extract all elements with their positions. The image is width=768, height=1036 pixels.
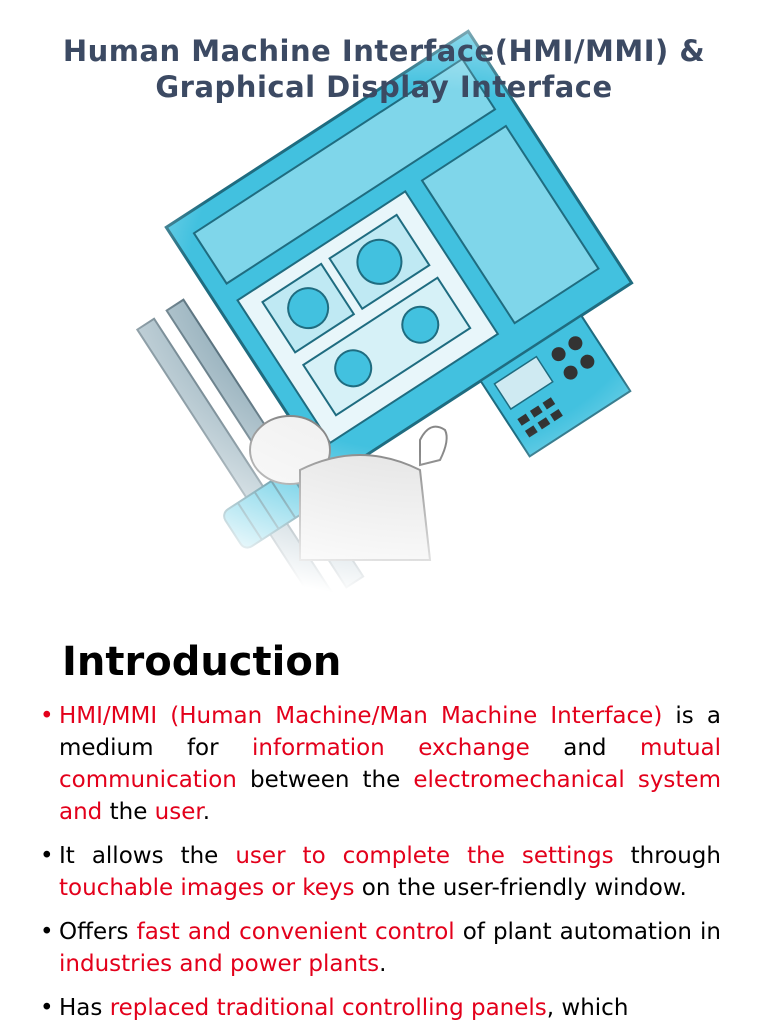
highlight-text: touchable images or keys	[59, 875, 355, 901]
body-text: on the user-friendly window.	[354, 875, 687, 901]
bullet-item	[40, 916, 721, 980]
body-text: It allows the	[59, 843, 236, 869]
highlight-text: mutual communication	[59, 735, 721, 793]
section-heading: Introduction	[62, 639, 342, 685]
highlight-text: fast and convenient control	[136, 919, 455, 945]
body-text: of plant automation in	[454, 919, 721, 945]
highlight-text: industries and power plants	[59, 951, 380, 977]
body-text: between the	[236, 767, 414, 793]
bullet-text	[59, 843, 721, 901]
bullet-text	[59, 919, 721, 977]
body-text: is a medium for	[59, 703, 721, 761]
body-text: through	[613, 843, 721, 869]
bullet-dot: •	[40, 703, 54, 729]
bullet-dot: •	[40, 919, 54, 945]
highlight-text: information exchange	[252, 735, 530, 761]
highlight-text: HMI/MMI (Human Machine/Man Machine Interface)	[59, 703, 663, 729]
bullet-item	[40, 700, 721, 828]
body-text: .	[202, 799, 211, 825]
bullet-dot: •	[40, 843, 54, 869]
bullet-item	[40, 992, 721, 1024]
body-text: , which	[546, 995, 629, 1021]
bullet-dot: •	[40, 995, 54, 1021]
highlight-text: electromechanical system and	[59, 767, 721, 825]
slide-title: Human Machine Interface(HMI/MMI) & Graphical Display Interface	[62, 34, 706, 104]
body-text: .	[379, 951, 387, 977]
highlight-text: user to complete the settings	[235, 843, 614, 869]
body-text: Has	[59, 995, 110, 1021]
highlight-text: replaced traditional controlling panels	[109, 995, 547, 1021]
body-text: Offers	[59, 919, 137, 945]
bullet-item	[40, 840, 721, 904]
bullet-list	[40, 700, 721, 1036]
bullet-text	[59, 995, 628, 1021]
body-text: the	[102, 799, 155, 825]
highlight-text: user	[154, 799, 203, 825]
body-text: and	[529, 735, 640, 761]
bullet-text	[59, 703, 721, 825]
